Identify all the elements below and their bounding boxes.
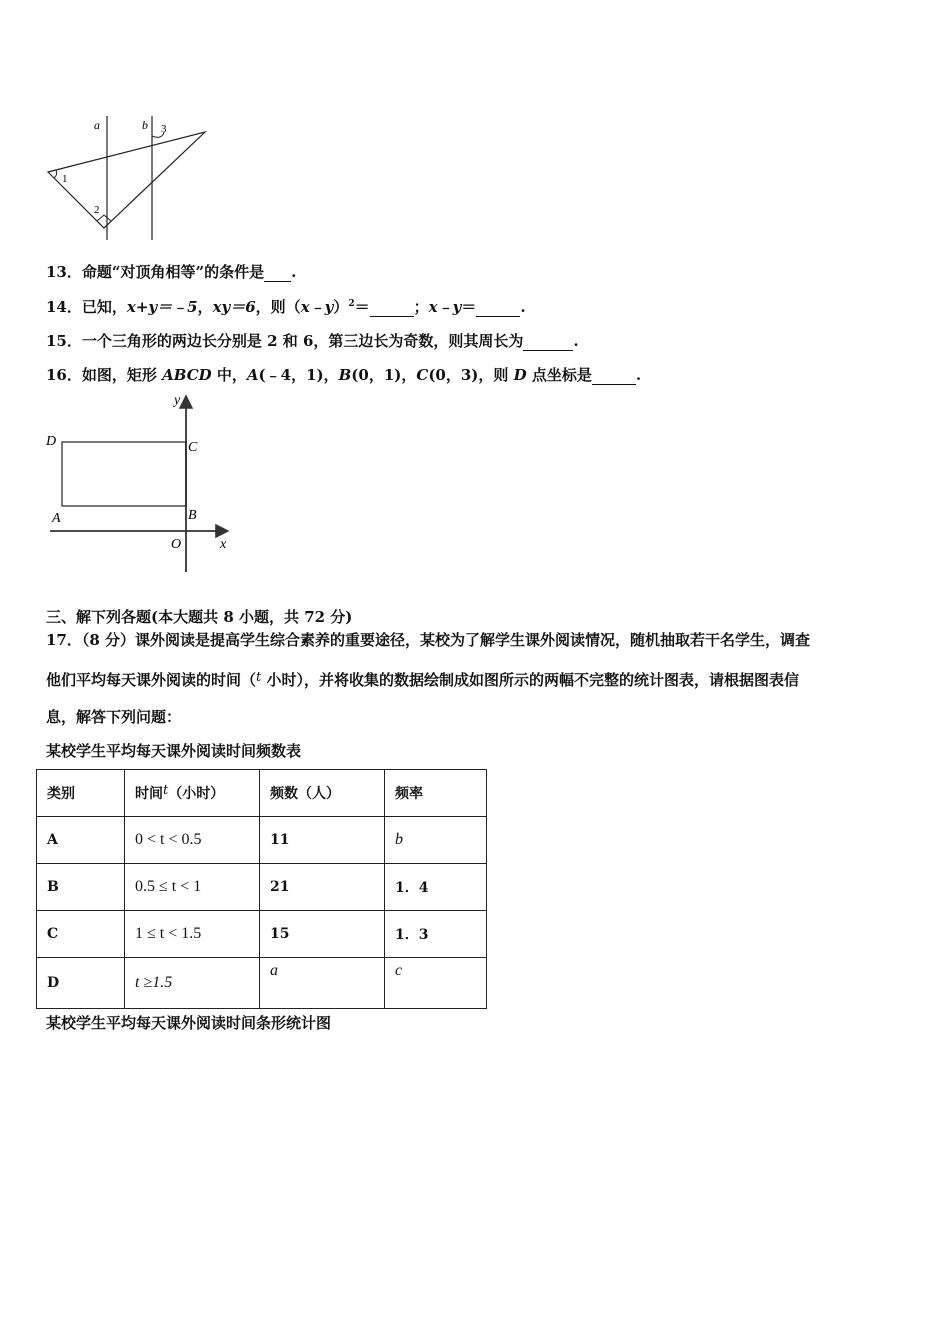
- row-time: 0 < t < 0.5: [125, 817, 260, 864]
- label-b-point: B: [188, 508, 197, 523]
- question-16: [46, 364, 641, 385]
- table-header-row: [37, 770, 487, 817]
- q14-sep: ，: [197, 298, 213, 316]
- q16-blank: [592, 366, 636, 385]
- header-count: 频数（人）: [260, 770, 385, 817]
- header-category: 类别: [37, 770, 125, 817]
- q17-line-3: 息，解答下列问题：: [46, 708, 182, 726]
- q16-rect: ABCD: [162, 366, 212, 384]
- table-row: [37, 911, 487, 958]
- angle-1-arc: [54, 170, 57, 178]
- row-time: 0.5 ≤ t < 1: [125, 864, 260, 911]
- label-x: x: [220, 537, 227, 552]
- q14-eq2: ＝: [461, 298, 477, 316]
- label-2: 2: [94, 204, 100, 216]
- row-category: C: [37, 911, 125, 958]
- row-rate: b: [385, 817, 487, 864]
- label-y: y: [174, 393, 181, 408]
- q14-blank-2: [476, 298, 520, 317]
- q14-prefix: 14．已知，: [46, 298, 127, 316]
- q14-expr: x﹣y: [300, 298, 334, 316]
- section-3-heading: 三、解下列各题(本大题共 8 小题，共 72 分): [46, 608, 353, 626]
- label-c: C: [188, 440, 198, 455]
- header-time-var: t: [163, 783, 169, 798]
- label-1: 1: [62, 173, 68, 185]
- row-rate: c: [385, 958, 487, 1009]
- q17-line-2b: 小时），并将收集的数据绘制成如图所示的两幅不完整的统计图表，请根据图表信: [261, 671, 799, 689]
- question-15: [46, 330, 579, 351]
- q16-coord-b: (0，1)，: [351, 366, 417, 384]
- q16-coord-a: (﹣4，1)，: [258, 366, 339, 384]
- label-3: 3: [161, 123, 167, 135]
- q13-blank: [264, 263, 291, 282]
- row-count: a: [260, 958, 385, 1009]
- row-count: 15: [260, 911, 385, 958]
- q17-var-t: t: [256, 670, 262, 685]
- q16-point-a: A: [246, 366, 259, 384]
- label-a: a: [94, 118, 100, 132]
- q13-text: 13．命题“对顶角相等”的条件是: [46, 263, 265, 281]
- rectangle-coordinate-figure: [40, 390, 240, 576]
- q17-line-2: [46, 659, 901, 699]
- q14-eq: ＝: [354, 298, 370, 316]
- q17-line-1: 17．（8 分）课外阅读是提高学生综合素养的重要途径，某校为了解学生课外阅读情况，随机抽取若干名学生，调查: [46, 631, 811, 649]
- row-category: A: [37, 817, 125, 864]
- header-time-label: 时间: [135, 786, 163, 802]
- bar-chart-title: 某校学生平均每天课外阅读时间条形统计图: [46, 1014, 332, 1032]
- q13-end: .: [291, 263, 297, 281]
- q14-cond1: x+y＝﹣5: [126, 298, 198, 316]
- question-14: [46, 296, 526, 317]
- q16-mid: 中，: [211, 366, 247, 384]
- row-time: t ≥1.5: [125, 958, 260, 1009]
- frequency-table: [36, 769, 487, 1009]
- q16-end: .: [635, 366, 642, 384]
- right-triangle: [48, 132, 205, 228]
- q14-sup: 2: [348, 299, 355, 309]
- q14-mid: ，则（: [255, 298, 301, 316]
- header-rate: 频率: [385, 770, 487, 817]
- q15-blank: [523, 332, 573, 351]
- q14-end: .: [520, 298, 526, 316]
- row-rate: 1．3: [385, 911, 487, 958]
- q16-point-d: D: [513, 366, 527, 384]
- label-o: O: [171, 537, 182, 552]
- q14-cond2: xy＝6: [212, 298, 256, 316]
- q16-tail: 点坐标是: [526, 366, 592, 384]
- question-17: [46, 622, 901, 736]
- row-count: 21: [260, 864, 385, 911]
- label-d: D: [46, 434, 57, 449]
- label-b: b: [142, 118, 148, 132]
- row-time: 1 ≤ t < 1.5: [125, 911, 260, 958]
- row-category: D: [37, 958, 125, 1009]
- table-title: 某校学生平均每天课外阅读时间频数表: [46, 742, 302, 760]
- q15-end: .: [573, 332, 579, 350]
- row-count: 11: [260, 817, 385, 864]
- q14-close: ）: [333, 298, 349, 316]
- q16-point-b: B: [338, 366, 352, 384]
- table-row: [37, 864, 487, 911]
- row-category: B: [37, 864, 125, 911]
- q16-coord-c: (0，3)，则: [428, 366, 514, 384]
- header-time: [125, 770, 260, 817]
- q14-expr2: x﹣y: [428, 298, 462, 316]
- header-time-unit: （小时）: [168, 786, 225, 802]
- table-row: [37, 958, 487, 1009]
- q14-semi: ；: [413, 298, 429, 316]
- parallel-lines-figure: [40, 112, 220, 244]
- q15-text: 15．一个三角形的两边长分别是 2 和 6，第三边长为奇数，则其周长为: [46, 332, 524, 350]
- rectangle-abcd: [62, 442, 186, 506]
- question-13: [46, 261, 296, 282]
- q16-prefix: 16．如图，矩形: [46, 366, 163, 384]
- q14-blank-1: [370, 298, 414, 317]
- table-row: [37, 817, 487, 864]
- label-a-point: A: [52, 511, 61, 526]
- row-rate: 1．4: [385, 864, 487, 911]
- q17-line-2a: 他们平均每天课外阅读的时间（: [46, 671, 257, 689]
- q16-point-c: C: [416, 366, 429, 384]
